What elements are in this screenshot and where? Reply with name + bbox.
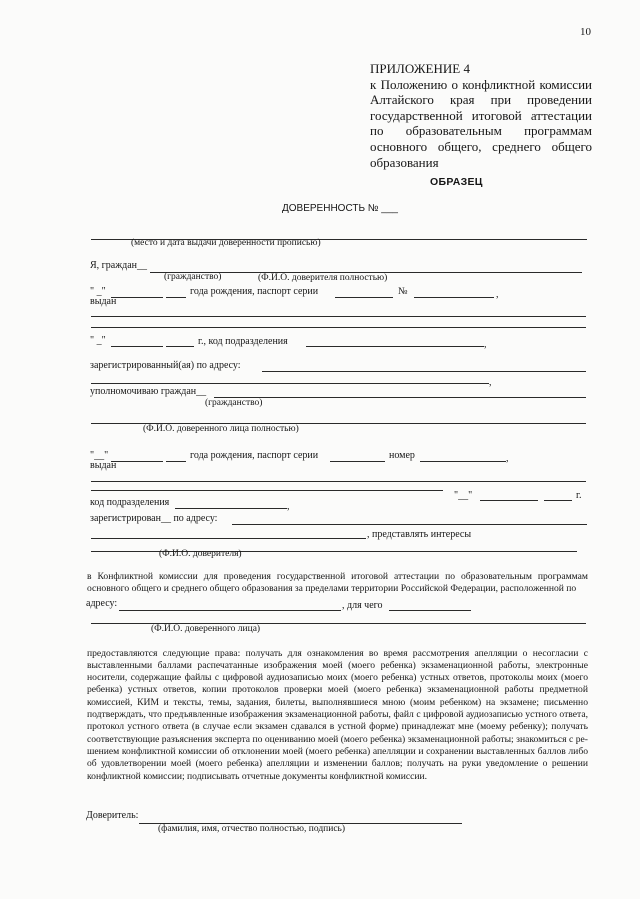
agent-birth-date-line[interactable]: [111, 461, 163, 462]
agent-year-of-birth-label: года рождения, паспорт серии: [190, 450, 319, 461]
comma: ,: [489, 377, 492, 388]
agent-issue-year-line[interactable]: [544, 500, 572, 501]
agent-issue-date-quote: "__": [454, 490, 473, 501]
issue-date-quote: " _": [90, 335, 106, 346]
purpose-line[interactable]: [389, 610, 471, 611]
issued-by-line-2[interactable]: [91, 327, 586, 328]
signature-label: Доверитель:: [86, 810, 139, 821]
year-suffix: г.: [576, 490, 582, 501]
agent-address-line-1[interactable]: [232, 524, 587, 525]
agent-issued-by-line[interactable]: [91, 481, 586, 482]
agent-passport-series-line[interactable]: [330, 461, 385, 462]
place-date-caption: (место и дата выдачи доверенности прописью): [131, 238, 321, 248]
passport-number-line[interactable]: [414, 297, 494, 298]
agent-passport-number-line[interactable]: [420, 461, 506, 462]
agent-address-line-2[interactable]: [91, 538, 366, 539]
agent-fio-caption: (Ф.И.О. доверенного лица полностью): [143, 424, 299, 434]
agent-issued-label: выдан: [90, 460, 117, 471]
birth-date-line[interactable]: [111, 297, 163, 298]
registration-address-line-2[interactable]: [91, 383, 489, 384]
i-citizen-label: Я, граждан__: [90, 260, 147, 271]
year-of-birth-label: года рождения, паспорт серии: [190, 286, 319, 297]
appendix-header: [370, 61, 592, 170]
comma: ,: [484, 339, 487, 350]
scope-paragraph: в Конфликтной комиссии для проведения государственной итоговой аттестации по образовательным программам основного общего и среднего общего образования за пределами территории Российской Федерации, расположенной по: [87, 570, 588, 594]
commission-address-line[interactable]: [119, 610, 341, 611]
issued-label: выдан: [90, 296, 117, 307]
issue-date-line[interactable]: [111, 346, 163, 347]
page-number: 10: [580, 26, 591, 38]
sample-label: ОБРАЗЕЦ: [430, 176, 483, 188]
subdivision-code-label: г., код подразделения: [198, 336, 288, 347]
registered-at-label: зарегистрированный(ая) по адресу:: [90, 360, 241, 371]
registration-address-line-1[interactable]: [262, 371, 586, 372]
agent-subdivision-code-line[interactable]: [175, 508, 287, 509]
address-label: адресу:: [86, 598, 118, 609]
document-title: ДОВЕРЕННОСТЬ № ___: [282, 203, 398, 214]
subdivision-code-line[interactable]: [306, 346, 484, 347]
birth-date-quote: " _": [90, 286, 106, 297]
citizenship-caption-2: (гражданство): [205, 398, 263, 408]
agent-citizenship-line[interactable]: [214, 397, 586, 398]
number-word: номер: [389, 450, 415, 461]
authorize-citizen-label: уполномочиваю граждан__: [90, 386, 207, 397]
agent-registered-at-label: зарегистрирован__ по адресу:: [90, 513, 218, 524]
appendix-title: ПРИЛОЖЕНИЕ 4: [370, 61, 470, 76]
agent-subdivision-code-label: код подразделения: [90, 497, 170, 508]
agent-caption: (Ф.И.О. доверенного лица): [151, 624, 261, 634]
comma: ,: [287, 501, 290, 512]
rights-paragraph: предоставляются следующие права: получать для ознакомления во время рассмотрения апелляции о несогласии с выставленными баллами распечатанные изображения моей (моего ребенка) экзаменационной работы, электронные носители, содержащие файлы с цифровой аудиозаписью моих (моего ребенка) устных ответов, протоколы моих (моего ребенка) устных ответов, копии протоколов проверки моей (моего ребенка) экзаменационной работы предметной комиссией, КИМ и тексты, темы, задания, билеты, выполнявшиеся мною (моим ребенком) на экзамене; письменно подтверждать, что предъявленные изображения экзаменационной работы, файл с цифровой аудиозаписью устного ответа, протокол устного ответа (в случае если экзамен сдавался в устной форме) принадлежат мне (моему ребенку); получать соответствующие разъяснения эксперта по оцениванию моей (моего ребенка) экзаменационной работы; знакомиться с решением конфликтной комиссии об отклонении моей (моего ребенка) апелляции и сохранении выставленных баллов либо об удовлетворении моей (моего ребенка) апелляции и изменении баллов; получать на руки уведомление о решении конфликтной комиссии; подписывать отчетные документы конфликтной комиссии.: [87, 647, 588, 782]
issued-by-line-1[interactable]: [91, 316, 586, 317]
number-sign: №: [398, 286, 408, 297]
appendix-reference: к Положению о конфликтной комиссии Алтайского края при проведении государственной итоговой аттестации по образовательным программам основного общего, среднего общего образования: [370, 76, 592, 170]
for-what-label: , для чего: [342, 600, 383, 611]
birth-year-line[interactable]: [166, 297, 186, 298]
agent-birth-year-line[interactable]: [166, 461, 186, 462]
agent-birth-quote: "__": [90, 450, 109, 461]
passport-series-line[interactable]: [335, 297, 393, 298]
signature-caption: (фамилия, имя, отчество полностью, подпись): [158, 824, 346, 834]
issue-year-line[interactable]: [166, 346, 194, 347]
agent-issued-by-line-2[interactable]: [91, 490, 443, 491]
comma: ,: [496, 289, 499, 300]
comma: ,: [506, 453, 509, 464]
citizenship-caption: (гражданство): [164, 272, 222, 282]
agent-issue-date-line[interactable]: [480, 500, 538, 501]
principal-fio-caption: (Ф.И.О. доверителя полностью): [258, 273, 388, 283]
principal-caption: (Ф.И.О. доверителя): [159, 549, 242, 559]
represent-interests-label: , представлять интересы: [367, 529, 472, 540]
